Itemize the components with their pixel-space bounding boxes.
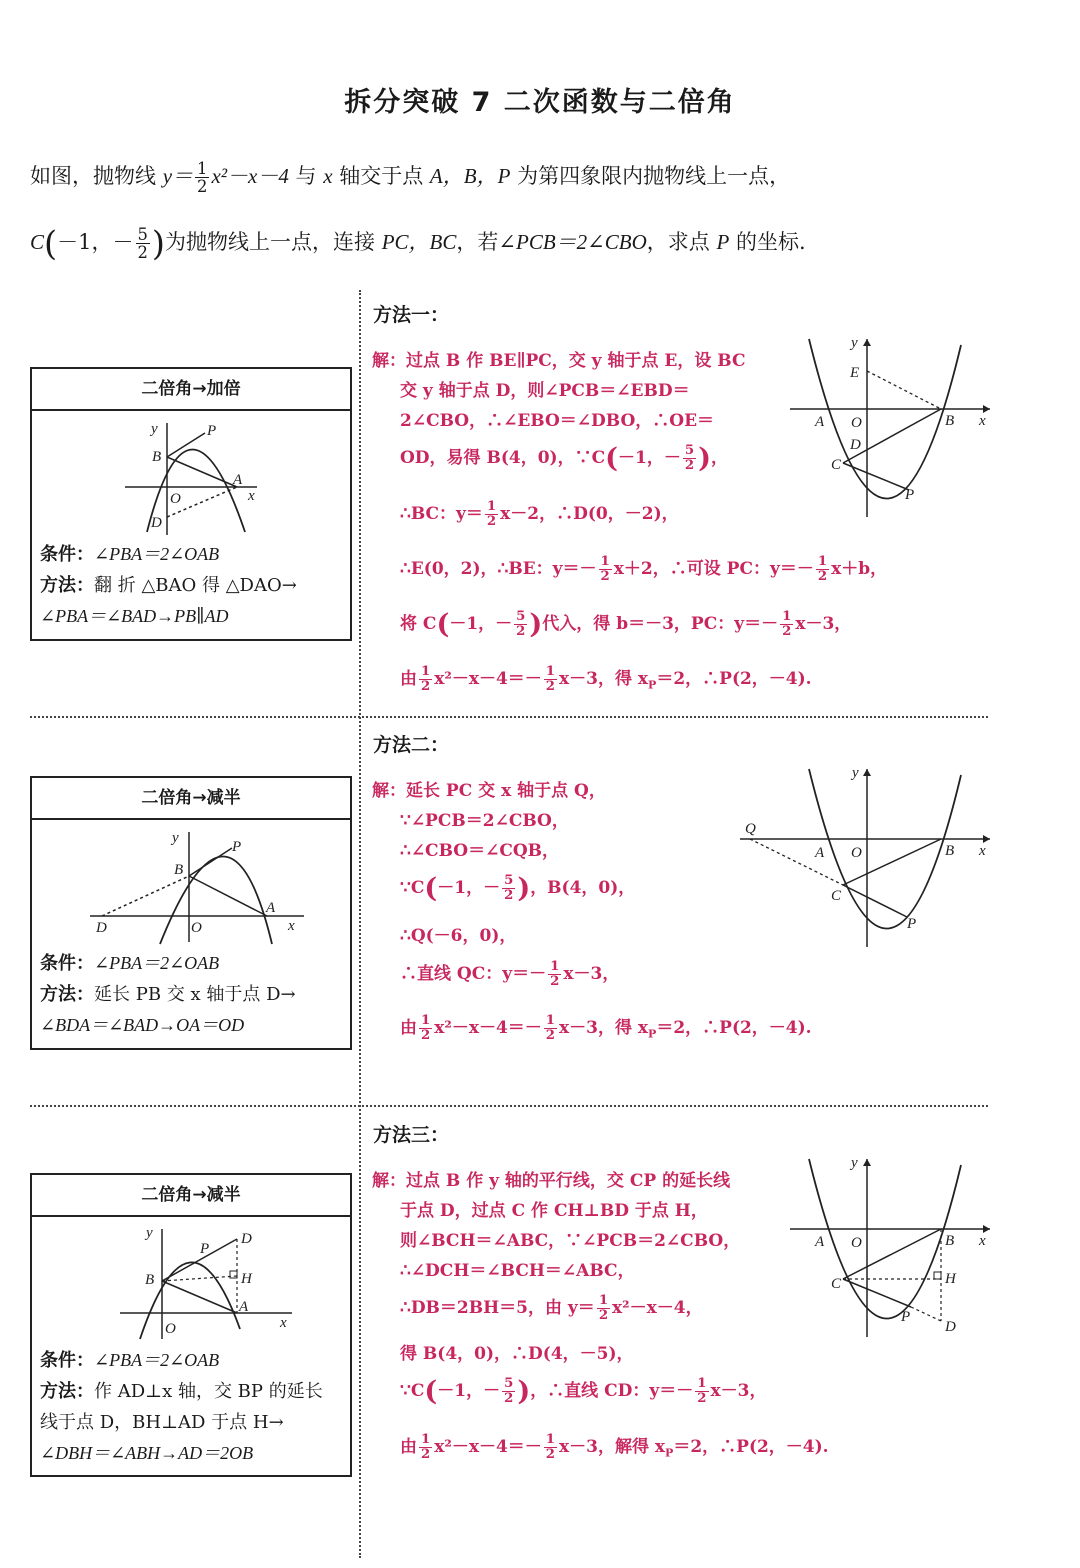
- svg-text:D: D: [96, 920, 107, 936]
- svg-text:B: B: [945, 843, 955, 859]
- label-y: y: [151, 421, 158, 437]
- svg-text:x: x: [280, 1315, 287, 1331]
- svg-text:P: P: [905, 487, 915, 503]
- tip-method: 方法：翻 折 △BAO 得 △DAO→: [40, 575, 297, 596]
- solution-2-line-3: ∴∠CBO＝∠CQB，: [400, 841, 560, 861]
- tip-method-cont: ∠DBH＝∠ABH→AD＝2OB: [40, 1443, 254, 1463]
- solution-2-line-6: ∴直线 QC：y＝－ $\frac{1}{2}$ x－3，: [400, 959, 620, 989]
- svg-text:x: x: [288, 918, 295, 934]
- section-divider: [30, 716, 988, 718]
- svg-text:O: O: [851, 845, 862, 861]
- solution-3-line-7: ∵C(－1，－ $\frac{5}{2}$ )，∴直线 CD：y＝－ $\frac{1}{2}$ x－3，: [400, 1374, 767, 1407]
- svg-text:A: A: [815, 1234, 825, 1250]
- svg-text:B: B: [152, 449, 162, 465]
- svg-text:B: B: [945, 413, 955, 429]
- tip-box-title: 二倍角→减半: [32, 1175, 350, 1217]
- solution-2-line-1: 解：延长 PC 交 x 轴于点 Q，: [372, 781, 606, 801]
- solution-3-line-1: 解：过点 B 作 y 轴的平行线，交 CP 的延长线: [372, 1171, 731, 1191]
- svg-text:E: E: [850, 365, 860, 381]
- solution-1-line-7: 将 C(－1，－ $\frac{5}{2}$ )代入，得 b＝－3，PC：y＝－ $\frac{1}{2}$ x－3，: [400, 607, 852, 640]
- svg-text:y: y: [851, 1155, 858, 1171]
- svg-text:x: x: [248, 488, 255, 504]
- solution-3-line-6: 得 B(4，0)，∴D(4，－5)，: [400, 1344, 634, 1364]
- svg-text:D: D: [850, 437, 861, 453]
- svg-text:O: O: [851, 1235, 862, 1251]
- column-divider: [359, 290, 361, 1558]
- solution-1-line-1: 解：过点 B 作 BE∥PC，交 y 轴于点 E，设 BC: [372, 351, 746, 371]
- svg-text:D: D: [151, 515, 162, 531]
- svg-text:y: y: [851, 335, 858, 351]
- method-1-figure: [785, 335, 995, 520]
- svg-text:P: P: [200, 1241, 210, 1257]
- problem-math: y＝: [162, 164, 194, 189]
- solution-1-line-3: 2∠CBO，∴∠EBO＝∠DBO，∴OE＝: [400, 411, 715, 431]
- tip-method: 方法：作 AD⊥x 轴，交 BP 的延长: [40, 1381, 323, 1402]
- tip-method-cont: ∠BDA＝∠BAD→OA＝OD: [40, 1015, 245, 1035]
- svg-text:H: H: [241, 1271, 252, 1287]
- svg-text:O: O: [191, 920, 202, 936]
- method-3-figure: [785, 1155, 995, 1340]
- svg-text:C: C: [831, 888, 842, 904]
- solution-1-line-6: ∴E(0，2)，∴BE：y＝－ $\frac{1}{2}$ x＋2，∴可设 PC：y＝－ $\frac{1}{2}$ x＋b，: [400, 554, 888, 584]
- solution-2-line-4: ∵C(－1，－ $\frac{5}{2}$ )，B(4，0)，: [400, 871, 636, 904]
- svg-text:x: x: [979, 1233, 986, 1249]
- svg-text:A: A: [815, 845, 825, 861]
- method-3-heading: 方法三：: [373, 1124, 450, 1146]
- solution-3-line-5: ∴DB＝2BH＝5，由 y＝ $\frac{1}{2}$ x²－x－4，: [400, 1293, 703, 1323]
- svg-text:P: P: [207, 423, 217, 439]
- method-2-heading: 方法二：: [373, 734, 450, 756]
- svg-text:P: P: [907, 916, 917, 932]
- svg-text:C: C: [831, 457, 842, 473]
- svg-text:A: A: [239, 1299, 249, 1315]
- svg-text:y: y: [146, 1225, 153, 1241]
- svg-text:y: y: [852, 765, 859, 781]
- tip-box-title: 二倍角→加倍: [32, 369, 350, 411]
- problem-math: x²－x－4: [211, 164, 289, 189]
- svg-text:B: B: [145, 1272, 155, 1288]
- svg-text:O: O: [851, 415, 862, 431]
- tip-condition: 条件：∠PBA＝2∠OAB: [40, 1350, 220, 1371]
- svg-text:O: O: [170, 491, 181, 507]
- solution-1-line-2: 交 y 轴于点 D，则∠PCB＝∠EBD＝: [400, 381, 690, 401]
- tip-box-title: 二倍角→减半: [32, 778, 350, 820]
- svg-text:B: B: [945, 1233, 955, 1249]
- method-1-heading: 方法一：: [373, 304, 450, 326]
- svg-text:P: P: [901, 1309, 911, 1325]
- page-title: 拆分突破 7 二次函数与二倍角: [344, 87, 736, 118]
- box-2-figure: [82, 824, 312, 946]
- tip-box-3: [30, 1173, 352, 1477]
- solution-3-line-8: 由 $\frac{1}{2}$ x²－x－4＝－ $\frac{1}{2}$ x－3，解得 $x_P=2$，∴P(2，－4).: [400, 1432, 829, 1462]
- tip-box-2: [30, 776, 352, 1050]
- tip-condition: 条件：∠PBA＝2∠OAB: [40, 544, 220, 565]
- svg-text:A: A: [233, 472, 243, 488]
- box-3-figure: [112, 1221, 302, 1343]
- tip-method-cont: ∠PBA＝∠BAD→PB∥AD: [40, 606, 229, 626]
- svg-text:x: x: [979, 843, 986, 859]
- svg-text:A: A: [815, 414, 825, 430]
- problem-line-1: 如图，抛物线 y＝ $\frac{1}{2}$ x²－x－4 与 x 轴交于点 A，B，P 为第四象限内抛物线上一点，: [30, 159, 791, 197]
- box-1-figure: [117, 417, 267, 537]
- solution-3-line-4: ∴∠DCH＝∠BCH＝∠ABC，: [400, 1261, 635, 1281]
- solution-3-line-2: 于点 D，过点 C 作 CH⊥BD 于点 H，: [400, 1201, 708, 1221]
- svg-text:D: D: [945, 1319, 956, 1335]
- svg-text:D: D: [241, 1231, 252, 1247]
- fraction: $\frac{1}{2}$: [197, 159, 208, 197]
- solution-1-line-4: OD，易得 B(4，0)，∵C(－1，－ $\frac{5}{2}$ )，: [400, 441, 728, 474]
- tip-box-1: [30, 367, 352, 641]
- svg-text:P: P: [232, 839, 242, 855]
- solution-2-line-7: 由 $\frac{1}{2}$ x²－x－4＝－ $\frac{1}{2}$ x－3，得 $x_P=2$，∴P(2，－4).: [400, 1013, 812, 1043]
- svg-text:O: O: [165, 1321, 176, 1337]
- solution-2-line-5: ∴Q(－6，0)，: [400, 926, 517, 946]
- section-divider: [30, 1105, 988, 1107]
- problem-line-2: C(－1，－ $\frac{5}{2}$ )为抛物线上一点，连接 PC，BC，若∠PCB＝2∠CBO，求点 P 的坐标.: [30, 223, 806, 263]
- fraction: $\frac{5}{2}$: [137, 225, 148, 263]
- svg-text:y: y: [172, 830, 179, 846]
- tip-condition: 条件：∠PBA＝2∠OAB: [40, 953, 220, 974]
- problem-text: 如图，抛物线: [30, 164, 163, 189]
- tip-method: 方法：延长 PB 交 x 轴于点 D→: [40, 984, 296, 1005]
- svg-text:C: C: [831, 1276, 842, 1292]
- svg-text:B: B: [174, 862, 184, 878]
- svg-text:x: x: [979, 413, 986, 429]
- solution-1-line-8: 由 $\frac{1}{2}$ x²－x－4＝－ $\frac{1}{2}$ x－3，得 $x_P=2$，∴P(2，－4).: [400, 664, 812, 694]
- solution-3-line-3: 则∠BCH＝∠ABC，∵∠PCB＝2∠CBO，: [400, 1231, 741, 1251]
- svg-text:Q: Q: [745, 821, 756, 837]
- solution-1-line-5: ∴BC：y＝ $\frac{1}{2}$ x－2，∴D(0，－2)，: [400, 499, 679, 529]
- solution-2-line-2: ∵∠PCB＝2∠CBO，: [400, 811, 569, 831]
- tip-method-cont: 线于点 D，BH⊥AD 于点 H→: [40, 1412, 284, 1433]
- svg-text:H: H: [945, 1271, 956, 1287]
- svg-text:A: A: [266, 900, 276, 916]
- method-2-figure: [735, 765, 995, 950]
